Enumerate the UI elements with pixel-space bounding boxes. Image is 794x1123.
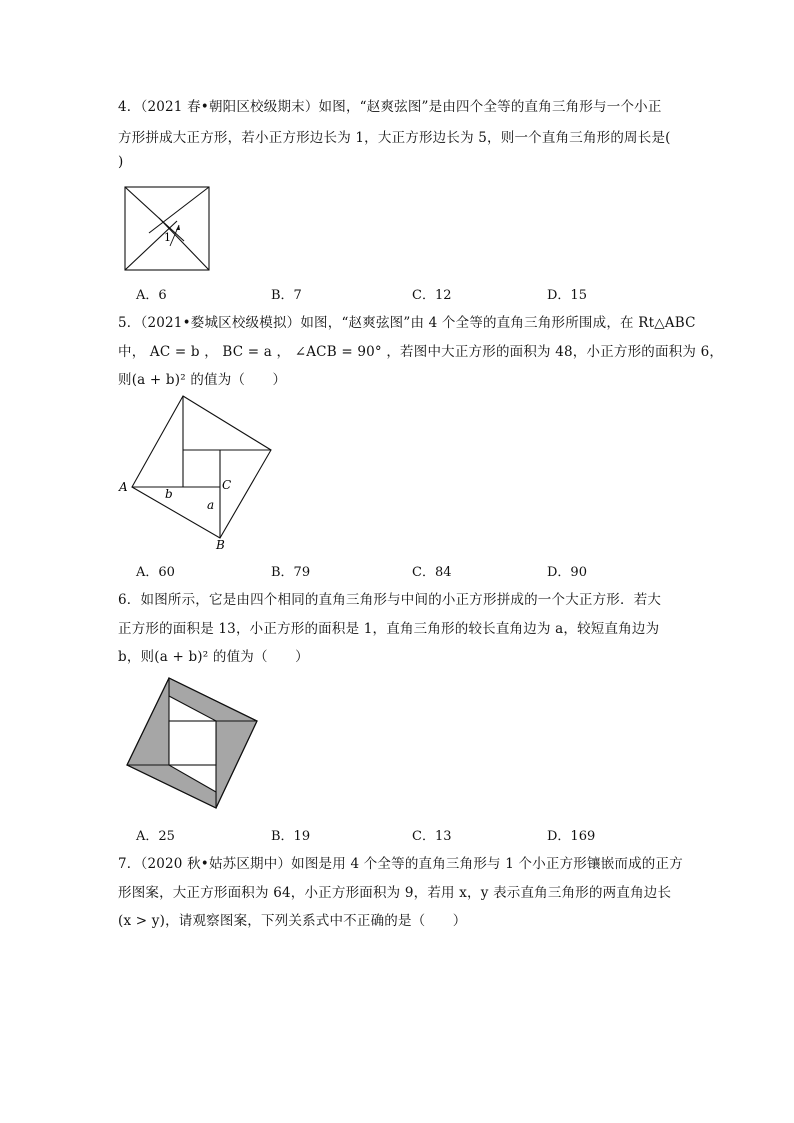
q4-option-d[interactable]: D．15 [547, 288, 587, 303]
q6-small-square [169, 721, 216, 765]
q6-text-line-3: b，则(a + b)² 的值为（ ） [118, 649, 309, 665]
q6-option-d[interactable]: D．169 [547, 829, 596, 844]
q4-text-line-3: ) [118, 154, 124, 170]
q4-line-4 [125, 221, 177, 270]
q4-text-line-2: 方形拼成大正方形，若小正方形边长为 1，大正方形边长为 5，则一个直角三角形的周长是( [118, 130, 671, 146]
q6-option-c[interactable]: C．13 [412, 829, 452, 844]
q5-label-b-side: b [165, 487, 173, 501]
q5-big-square [132, 396, 271, 538]
q7-text-line-3: (x > y)，请观察图案，下列关系式中不正确的是（ ） [118, 913, 467, 929]
q5-option-c[interactable]: C．84 [412, 565, 452, 580]
q5-label-a-point: A [119, 480, 128, 494]
q7-text-line-1: 7．（2020 秋•姑苏区期中）如图是用 4 个全等的直角三角形与 1 个小正方形镶嵌而成的正方 [118, 856, 683, 872]
q5-text-line-1: 5．（2021•婺城区校级模拟）如图，“赵爽弦图”由 4 个全等的直角三角形所围成，在 Rt△ABC [118, 315, 696, 331]
q4-zhao-shuang-figure [124, 186, 212, 272]
q4-option-b[interactable]: B．7 [271, 288, 302, 303]
q5-option-d[interactable]: D．90 [547, 565, 587, 580]
q4-option-c[interactable]: C．12 [412, 288, 452, 303]
q4-label-1: 1 [164, 231, 171, 244]
q6-text-line-2: 正方形的面积是 13，小正方形的面积是 1，直角三角形的较长直角边为 a，较短直角边为 [118, 621, 660, 637]
q6-option-b[interactable]: B．19 [271, 829, 311, 844]
q4-text-line-1: 4．（2021 春•朝阳区校级期末）如图，“赵爽弦图”是由四个全等的直角三角形与一个小正 [118, 99, 662, 115]
q6-zhao-shuang-figure [124, 676, 262, 812]
q5-option-b[interactable]: B．79 [271, 565, 311, 580]
q7-text-line-2: 形图案，大正方形面积为 64，小正方形面积为 9，若用 x，y 表示直角三角形的两直角边长 [118, 885, 672, 901]
q5-text-line-2: 中， AC = b ， BC = a ， ∠ACB = 90° ，若图中大正方形的面积为 48，小正方形的面积为 6， [118, 344, 724, 360]
q5-option-a[interactable]: A．60 [136, 565, 175, 580]
q5-label-c-point: C [222, 478, 232, 492]
q5-zhao-shuang-figure [116, 390, 276, 552]
q6-text-line-1: 6．如图所示，它是由四个相同的直角三角形与中间的小正方形拼成的一个大正方形．若大 [118, 592, 662, 608]
q5-text-line-3: 则(a + b)² 的值为（ ） [118, 372, 287, 388]
q4-option-a[interactable]: A．6 [136, 288, 167, 303]
q5-label-b-point: B [216, 538, 225, 552]
q5-label-a-side: a [207, 498, 215, 512]
q6-option-a[interactable]: A．25 [136, 829, 175, 844]
q4-arrow-head [176, 225, 180, 230]
q4-line-3 [159, 218, 209, 270]
